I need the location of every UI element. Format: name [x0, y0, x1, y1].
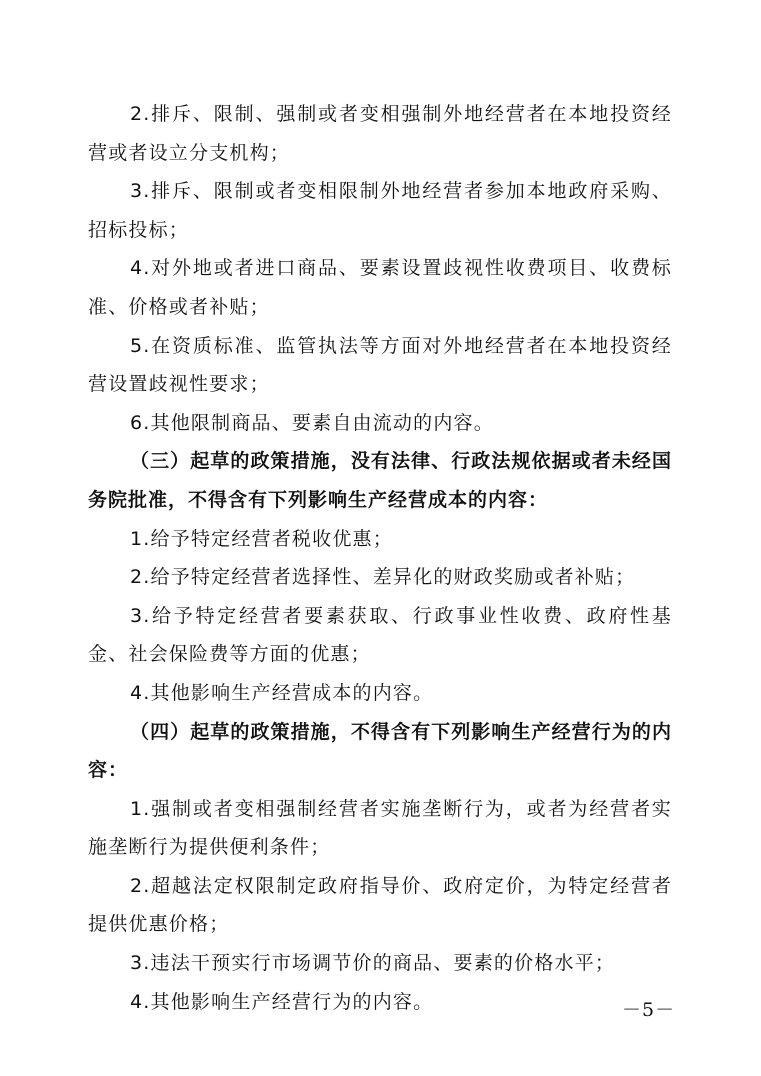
- paragraph-item-3: 3.排斥、限制或者变相限制外地经营者参加本地政府采购、招标投标；: [88, 180, 672, 241]
- document-body: [88, 95, 672, 1021]
- paragraph-behavior-item-4: 4.其他影响生产经营行为的内容。: [130, 990, 434, 1013]
- section-heading-4: （四）起草的政策措施，不得含有下列影响生产经营行为的内容：: [88, 720, 672, 782]
- section-heading-3: （三）起草的政策措施，没有法律、行政法规依据或者未经国务院批准，不得含有下列影响生产经营成本的内容：: [88, 450, 672, 511]
- page-number: －5－: [622, 999, 676, 1021]
- paragraph-item-4: 4.对外地或者进口商品、要素设置歧视性收费项目、收费标准、价格或者补贴；: [88, 257, 672, 318]
- paragraph-item-6: 6.其他限制商品、要素自由流动的内容。: [130, 411, 494, 434]
- paragraph-behavior-item-3: 3.违法干预实行市场调节价的商品、要素的价格水平；: [130, 952, 616, 975]
- paragraph-item-2: 2.排斥、限制、强制或者变相强制外地经营者在本地投资经营或者设立分支机构；: [88, 103, 672, 164]
- paragraph-behavior-item-2: 2.超越法定权限制定政府指导价、政府定价，为特定经营者提供优惠价格；: [88, 874, 672, 936]
- paragraph-item-5: 5.在资质标准、监管执法等方面对外地经营者在本地投资经营设置歧视性要求；: [88, 334, 672, 396]
- paragraph-cost-item-1: 1.给予特定经营者税收优惠；: [130, 527, 393, 550]
- paragraph-behavior-item-1: 1.强制或者变相强制经营者实施垄断行为，或者为经营者实施垄断行为提供便利条件；: [88, 797, 672, 859]
- paragraph-cost-item-3: 3.给予特定经营者要素获取、行政事业性收费、政府性基金、社会保险费等方面的优惠；: [88, 604, 672, 666]
- paragraph-cost-item-4: 4.其他影响生产经营成本的内容。: [130, 681, 434, 704]
- paragraph-cost-item-2: 2.给予特定经营者选择性、差异化的财政奖励或者补贴；: [130, 566, 636, 589]
